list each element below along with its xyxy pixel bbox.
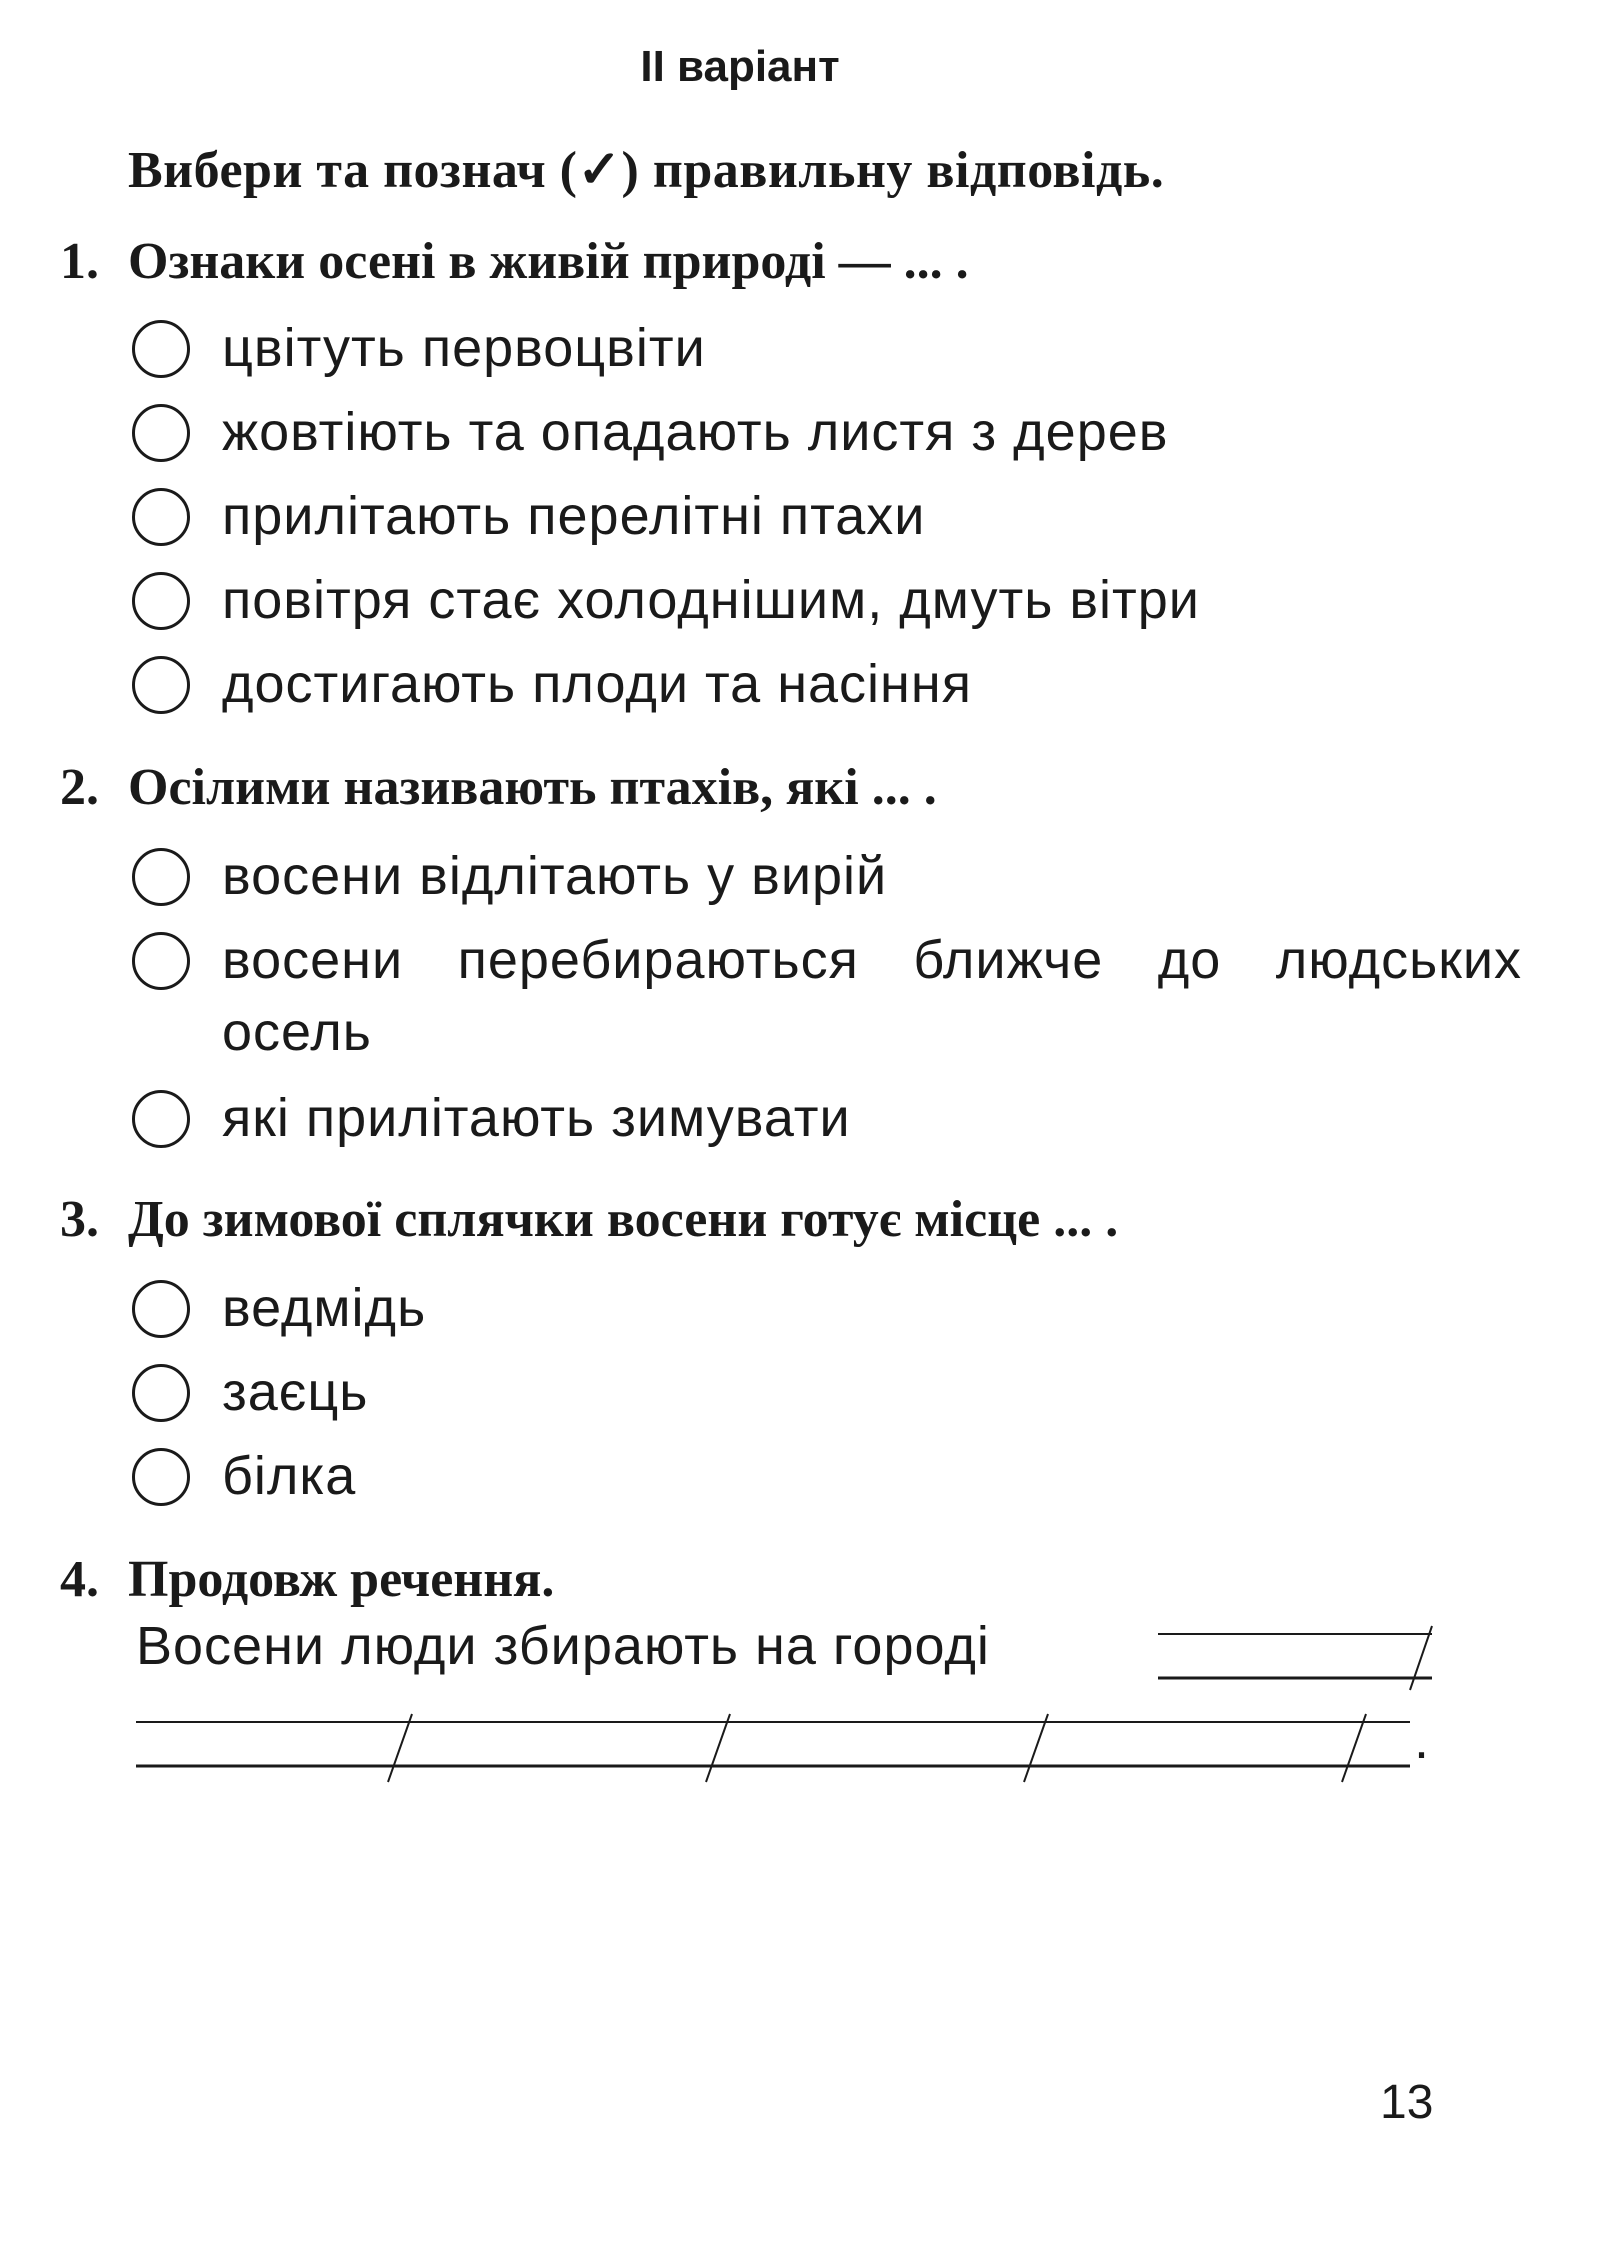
option-label: восени перебираються ближче до людських осель [222,930,1522,1062]
page-number: 13 [1380,2076,1434,2129]
option-label: повітря стає холоднішим, дмуть вітри [222,570,1200,630]
option-label: жовтіють та опадають листя з дерев [222,402,1169,462]
slash-mark [1342,1714,1366,1782]
option-label: восени відлітають у вирій [222,846,888,906]
instruction-text: Вибери та познач (✓) правильну відповідь. [128,142,1165,199]
slash-mark [1024,1714,1048,1782]
sentence-prompt: Восени люди збирають на городі [136,1616,990,1676]
slash-mark [388,1714,412,1782]
question-number: 4. [60,1551,99,1608]
question-text: Продовж речення. [128,1551,555,1608]
question-number: 1. [60,233,99,290]
sentence-end-mark: . [1414,1710,1430,1770]
option-label: заєць [222,1362,369,1422]
option-label: які прилітають зимувати [222,1088,851,1148]
option-label: білка [222,1446,357,1506]
option-label: прилітають перелітні птахи [222,486,926,546]
option-label: цвітуть первоцвіти [222,318,706,378]
question-number: 3. [60,1191,99,1248]
slash-mark [1410,1626,1432,1690]
question-text: Ознаки осені в живій природі — ... . [128,233,969,290]
slash-mark [706,1714,730,1782]
question-text: Осілими називають птахів, які ... . [128,759,937,816]
option-label: достигають плоди та насіння [222,654,972,714]
option-label: ведмідь [222,1278,427,1338]
question-text: До зимової сплячки восени готує місце ... . [128,1191,1119,1248]
question-number: 2. [60,759,99,816]
variant-title: ІІ варіант [640,42,840,91]
